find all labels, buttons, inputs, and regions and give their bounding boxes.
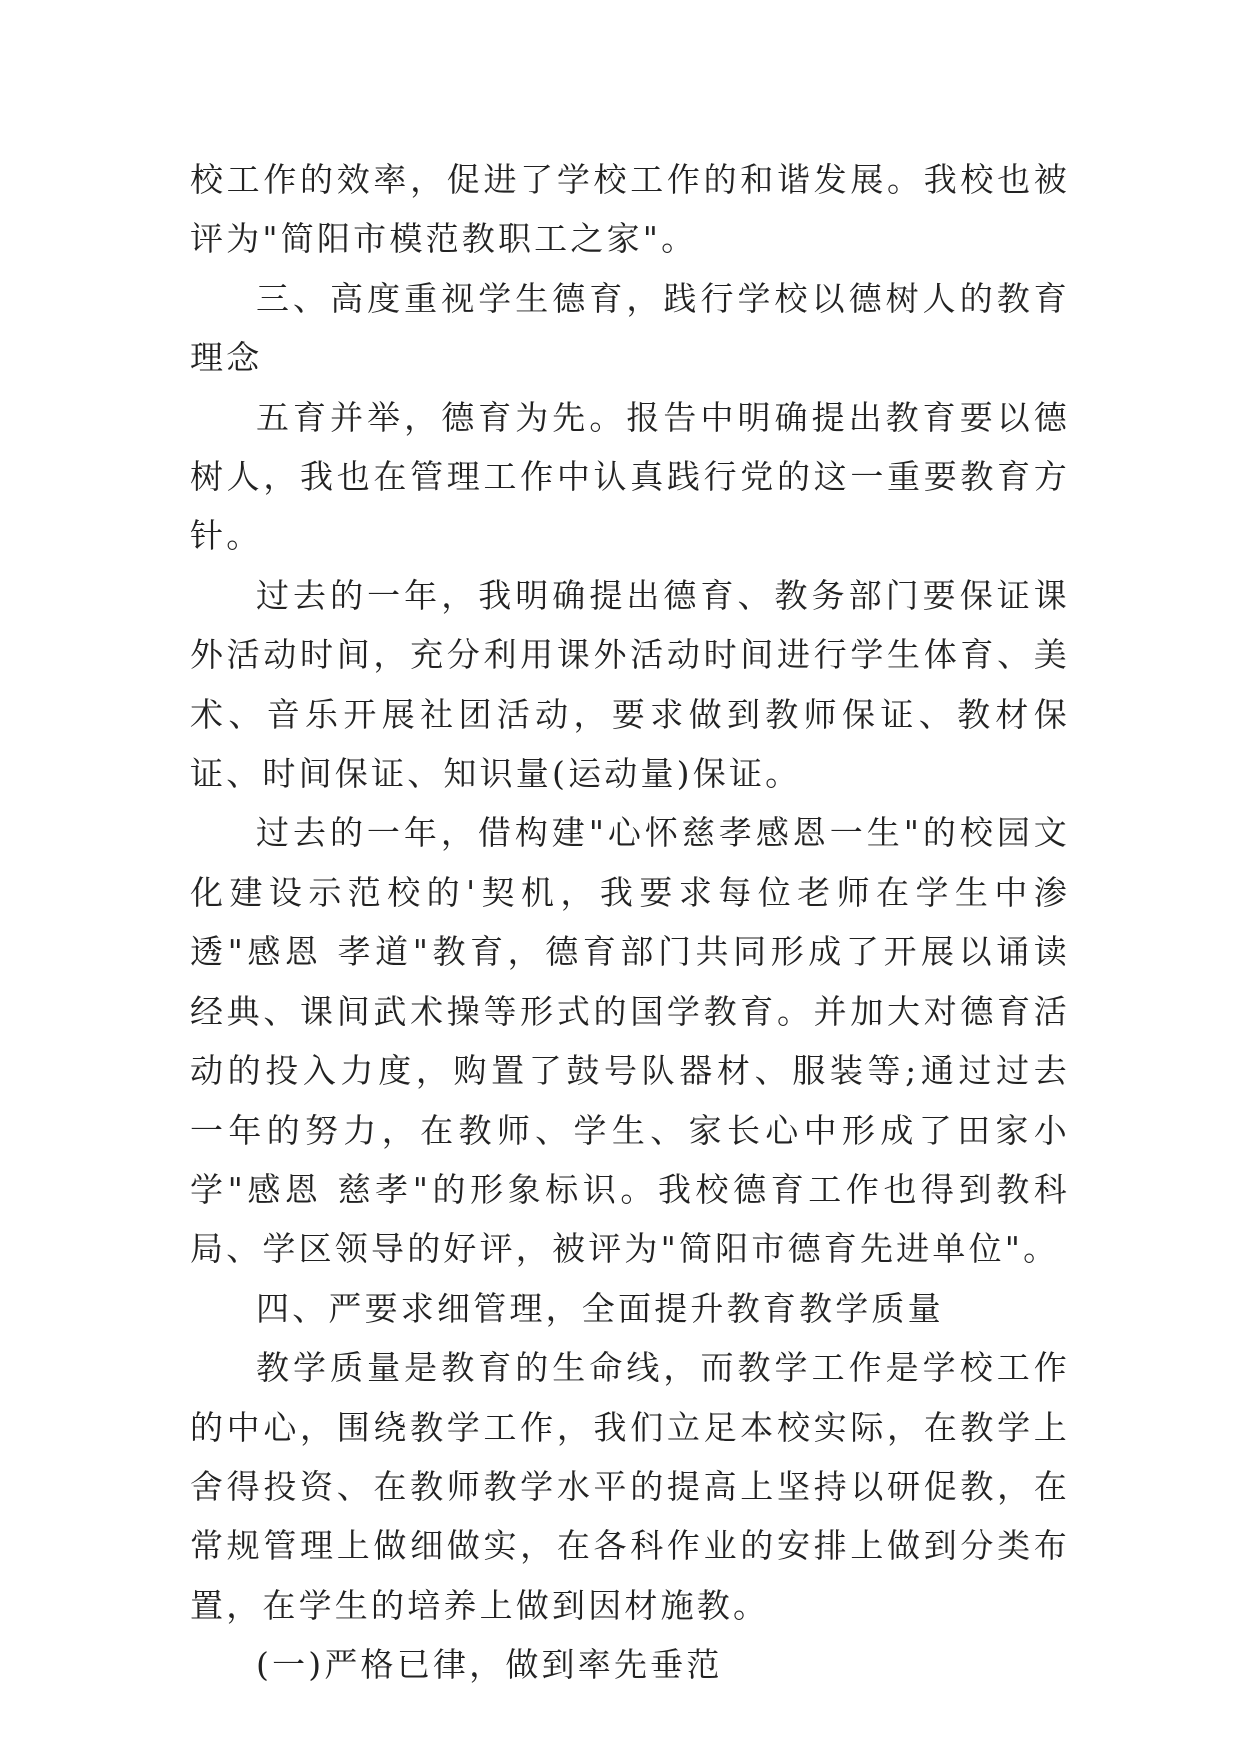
paragraph: 过去的一年，我明确提出德育、教务部门要保证课外活动时间，充分利用课外活动时间进行学生体育、美术、音乐开展社团活动，要求做到教师保证、教材保证、时间保证、知识量(运动量)保证。 [190, 575, 1070, 794]
paragraph: 教学质量是教育的生命线，而教学工作是学校工作的中心，围绕教学工作，我们立足本校实际，在教学上舍得投资、在教师教学水平的提高上坚持以研促教，在常规管理上做细做实，在各科作业的安排上做到分类布置，在学生的培养上做到因材施教。 [190, 1348, 1070, 1625]
section-heading-3: 三、高度重视学生德育，践行学校以德树人的教育理念 [190, 278, 1070, 378]
paragraph: 五育并举，德育为先。报告中明确提出教育要以德树人，我也在管理工作中认真践行党的这一重要教育方针。 [190, 397, 1070, 556]
paragraph-continuation: 校工作的效率，促进了学校工作的和谐发展。我校也被评为"简阳市模范教职工之家"。 [190, 160, 1070, 259]
document-body [190, 150, 1070, 1695]
subsection-heading: (一)严格已律，做到率先垂范 [256, 1645, 723, 1685]
section-heading-4: 四、严要求细管理，全面提升教育教学质量 [256, 1288, 944, 1328]
paragraph: 过去的一年，借构建"心怀慈孝感恩一生"的校园文化建设示范校的'契机，我要求每位老师在学生中渗透"感恩 孝道"教育，德育部门共同形成了开展以诵读经典、课间武术操等形式的国学教育。并加大对德育活动的投入力度，购置了鼓号队器材、服装等;通过过去一年的努力，在教师、学生、家长心中形成了田家小学"感恩 慈孝"的形象标识。我校德育工作也得到教科局、学区领导的好评，被评为"简阳市德育先进单位"。 [190, 813, 1070, 1269]
